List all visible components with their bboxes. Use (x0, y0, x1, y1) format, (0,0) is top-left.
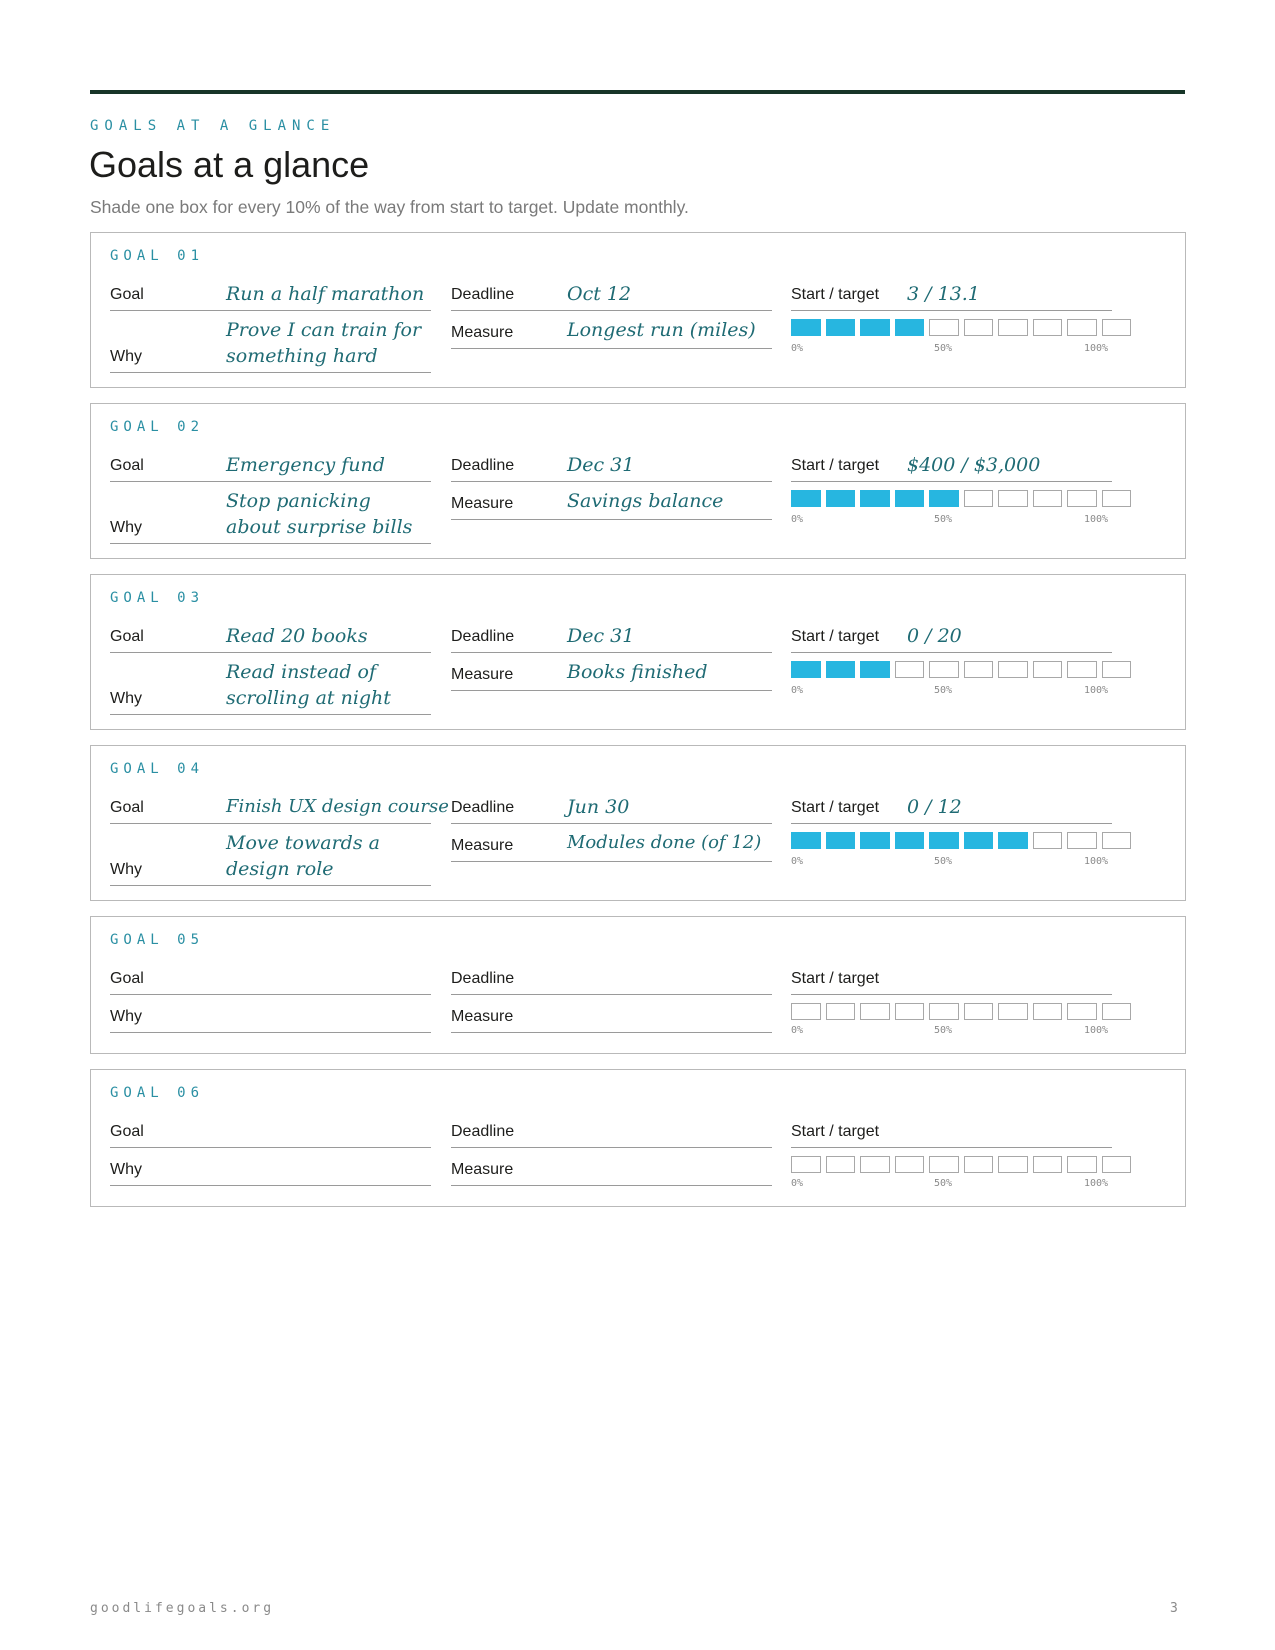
progress-box[interactable] (826, 661, 856, 678)
progress-box[interactable] (998, 661, 1028, 678)
deadline-label: Deadline (451, 970, 515, 987)
progress-box[interactable] (1102, 832, 1132, 849)
why-label: Why (110, 690, 142, 707)
progress-boxes[interactable] (791, 490, 1131, 507)
progress-box[interactable] (1033, 490, 1063, 507)
measure-value: Modules done (of 12) (567, 832, 762, 853)
progress-box[interactable] (1033, 832, 1063, 849)
progress-box[interactable] (895, 490, 925, 507)
why-field[interactable] (110, 995, 431, 1033)
goal-value: Read 20 books (226, 625, 368, 647)
measure-label: Measure (451, 666, 514, 683)
start-target-value: 0 / 20 (907, 625, 962, 647)
why-value: Stop panicking about surprise bills (226, 490, 413, 538)
scale-100: 100% (1084, 343, 1109, 354)
why-label: Why (110, 1161, 142, 1178)
start-target-label: Start / target (791, 628, 880, 645)
page-subtitle: Shade one box for every 10% of the way from start to target. Update monthly. (90, 197, 689, 217)
scale-0: 0% (791, 343, 804, 354)
goal-number: GOAL 03 (110, 590, 205, 606)
progress-box[interactable] (964, 832, 994, 849)
measure-field[interactable] (451, 995, 772, 1033)
progress-box[interactable] (860, 661, 890, 678)
why-field[interactable] (110, 1148, 431, 1186)
footer-site: goodlifegoals.org (90, 1601, 275, 1616)
scale-100: 100% (1084, 685, 1109, 696)
progress-boxes[interactable] (791, 661, 1131, 678)
goal-number: GOAL 01 (110, 248, 205, 264)
progress-box[interactable] (964, 490, 994, 507)
goal-label: Goal (110, 970, 144, 987)
progress-box[interactable] (1067, 490, 1097, 507)
measure-field[interactable] (451, 824, 772, 862)
progress-box[interactable] (998, 832, 1028, 849)
goal-field[interactable] (110, 1110, 431, 1148)
progress-box[interactable] (1102, 319, 1132, 336)
scale-0: 0% (791, 514, 804, 525)
goal-label: Goal (110, 1123, 144, 1140)
why-field[interactable] (110, 653, 431, 715)
progress-box[interactable] (929, 661, 959, 678)
start-target-value: 0 / 12 (907, 796, 962, 818)
deadline-field[interactable] (451, 1110, 772, 1148)
deadline-field[interactable] (451, 786, 772, 824)
progress-box[interactable] (929, 1003, 959, 1020)
scale-50: 50% (934, 1178, 953, 1189)
measure-label: Measure (451, 1008, 514, 1025)
progress-box[interactable] (998, 319, 1028, 336)
scale-50: 50% (934, 856, 953, 867)
start-target-label: Start / target (791, 457, 880, 474)
progress-box[interactable] (998, 490, 1028, 507)
progress-box[interactable] (860, 319, 890, 336)
why-label: Why (110, 519, 142, 536)
goal-value: Emergency fund (226, 454, 385, 476)
progress-box[interactable] (860, 832, 890, 849)
measure-label: Measure (451, 495, 514, 512)
start-target-label: Start / target (791, 286, 880, 303)
goal-value: Finish UX design course (226, 796, 449, 817)
progress-box[interactable] (791, 661, 821, 678)
deadline-value: Jun 30 (567, 796, 630, 818)
deadline-label: Deadline (451, 799, 515, 816)
scale-100: 100% (1084, 1025, 1109, 1036)
goal-field[interactable] (110, 786, 449, 824)
measure-value: Books finished (567, 661, 708, 683)
goal-label: Goal (110, 799, 144, 816)
progress-box[interactable] (1033, 1156, 1063, 1173)
progress-box[interactable] (1067, 832, 1097, 849)
page-eyebrow: GOALS AT A GLANCE (90, 118, 336, 134)
progress-box[interactable] (895, 1156, 925, 1173)
progress-box[interactable] (826, 1156, 856, 1173)
goal-label: Goal (110, 457, 144, 474)
goal-label: Goal (110, 286, 144, 303)
progress-box[interactable] (1102, 661, 1132, 678)
scale-100: 100% (1084, 514, 1109, 525)
goal-card-4 (90, 745, 1186, 901)
progress-box[interactable] (895, 832, 925, 849)
page-title: Goals at a glance (89, 144, 370, 185)
progress-box[interactable] (826, 319, 856, 336)
deadline-label: Deadline (451, 457, 515, 474)
goal-card-6 (90, 1069, 1186, 1207)
start-target-field[interactable] (791, 273, 1112, 311)
goal-field[interactable] (110, 615, 431, 653)
goal-card-3 (90, 574, 1186, 730)
goal-value: Run a half marathon (226, 283, 425, 305)
progress-box[interactable] (860, 1003, 890, 1020)
progress-box[interactable] (929, 832, 959, 849)
goal-number: GOAL 06 (110, 1085, 205, 1101)
progress-box[interactable] (1102, 1156, 1132, 1173)
progress-box[interactable] (1067, 1003, 1097, 1020)
progress-box[interactable] (1067, 319, 1097, 336)
start-target-field[interactable] (791, 615, 1112, 653)
deadline-field[interactable] (451, 273, 772, 311)
progress-box[interactable] (1033, 1003, 1063, 1020)
why-field[interactable] (110, 824, 431, 886)
goal-card-1 (90, 232, 1186, 388)
why-field[interactable] (110, 311, 431, 373)
progress-box[interactable] (929, 1156, 959, 1173)
progress-box[interactable] (1067, 1156, 1097, 1173)
progress-box[interactable] (964, 1156, 994, 1173)
progress-boxes[interactable] (791, 319, 1131, 336)
deadline-field[interactable] (451, 957, 772, 995)
measure-field[interactable] (451, 482, 772, 520)
start-target-field[interactable] (791, 1110, 1112, 1148)
progress-box[interactable] (1102, 1003, 1132, 1020)
progress-box[interactable] (826, 1003, 856, 1020)
goal-number: GOAL 02 (110, 419, 205, 435)
measure-label: Measure (451, 837, 514, 854)
scale-0: 0% (791, 1025, 804, 1036)
why-field[interactable] (110, 482, 431, 544)
start-target-label: Start / target (791, 970, 880, 987)
scale-50: 50% (934, 514, 953, 525)
why-value: Read instead of scrolling at night (226, 661, 391, 709)
progress-boxes[interactable] (791, 832, 1131, 849)
measure-label: Measure (451, 324, 514, 341)
scale-0: 0% (791, 685, 804, 696)
goal-field[interactable] (110, 444, 431, 482)
scale-50: 50% (934, 1025, 953, 1036)
deadline-value: Dec 31 (567, 625, 635, 647)
progress-box[interactable] (791, 1003, 821, 1020)
progress-box[interactable] (1102, 490, 1132, 507)
progress-box[interactable] (1033, 319, 1063, 336)
why-value: Prove I can train for something hard (226, 319, 422, 367)
measure-value: Savings balance (567, 490, 724, 512)
scale-100: 100% (1084, 1178, 1109, 1189)
measure-value: Longest run (miles) (567, 319, 756, 341)
progress-box[interactable] (998, 1003, 1028, 1020)
deadline-field[interactable] (451, 444, 772, 482)
progress-box[interactable] (826, 490, 856, 507)
top-rule (90, 90, 1185, 94)
progress-box[interactable] (895, 661, 925, 678)
deadline-value: Oct 12 (567, 283, 632, 305)
start-target-value: $400 / $3,000 (907, 454, 1041, 476)
start-target-field[interactable] (791, 957, 1112, 995)
progress-box[interactable] (860, 490, 890, 507)
measure-field[interactable] (451, 653, 772, 691)
progress-box[interactable] (860, 1156, 890, 1173)
progress-box[interactable] (791, 1156, 821, 1173)
goal-field[interactable] (110, 273, 431, 311)
deadline-label: Deadline (451, 1123, 515, 1140)
progress-box[interactable] (998, 1156, 1028, 1173)
measure-label: Measure (451, 1161, 514, 1178)
page-number: 3 (1170, 1601, 1178, 1616)
progress-box[interactable] (826, 832, 856, 849)
goal-number: GOAL 04 (110, 761, 205, 777)
progress-box[interactable] (791, 490, 821, 507)
progress-box[interactable] (929, 319, 959, 336)
goal-card-2 (90, 403, 1186, 559)
goal-label: Goal (110, 628, 144, 645)
progress-box[interactable] (929, 490, 959, 507)
why-label: Why (110, 348, 142, 365)
progress-box[interactable] (964, 1003, 994, 1020)
progress-box[interactable] (895, 1003, 925, 1020)
start-target-field[interactable] (791, 786, 1112, 824)
deadline-field[interactable] (451, 615, 772, 653)
scale-50: 50% (934, 343, 953, 354)
scale-0: 0% (791, 856, 804, 867)
scale-0: 0% (791, 1178, 804, 1189)
progress-box[interactable] (1067, 661, 1097, 678)
progress-box[interactable] (964, 319, 994, 336)
why-label: Why (110, 861, 142, 878)
progress-box[interactable] (895, 319, 925, 336)
progress-boxes[interactable] (791, 1003, 1131, 1020)
goal-number: GOAL 05 (110, 932, 205, 948)
deadline-value: Dec 31 (567, 454, 635, 476)
scale-100: 100% (1084, 856, 1109, 867)
deadline-label: Deadline (451, 628, 515, 645)
goal-card-5 (90, 916, 1186, 1054)
start-target-value: 3 / 13.1 (907, 283, 980, 305)
measure-field[interactable] (451, 311, 772, 349)
progress-box[interactable] (1033, 661, 1063, 678)
scale-50: 50% (934, 685, 953, 696)
start-target-label: Start / target (791, 1123, 880, 1140)
start-target-field[interactable] (791, 444, 1112, 482)
progress-boxes[interactable] (791, 1156, 1131, 1173)
measure-field[interactable] (451, 1148, 772, 1186)
start-target-label: Start / target (791, 799, 880, 816)
why-value: Move towards a design role (226, 832, 380, 880)
progress-box[interactable] (964, 661, 994, 678)
progress-box[interactable] (791, 319, 821, 336)
progress-box[interactable] (791, 832, 821, 849)
why-label: Why (110, 1008, 142, 1025)
deadline-label: Deadline (451, 286, 515, 303)
goal-field[interactable] (110, 957, 431, 995)
